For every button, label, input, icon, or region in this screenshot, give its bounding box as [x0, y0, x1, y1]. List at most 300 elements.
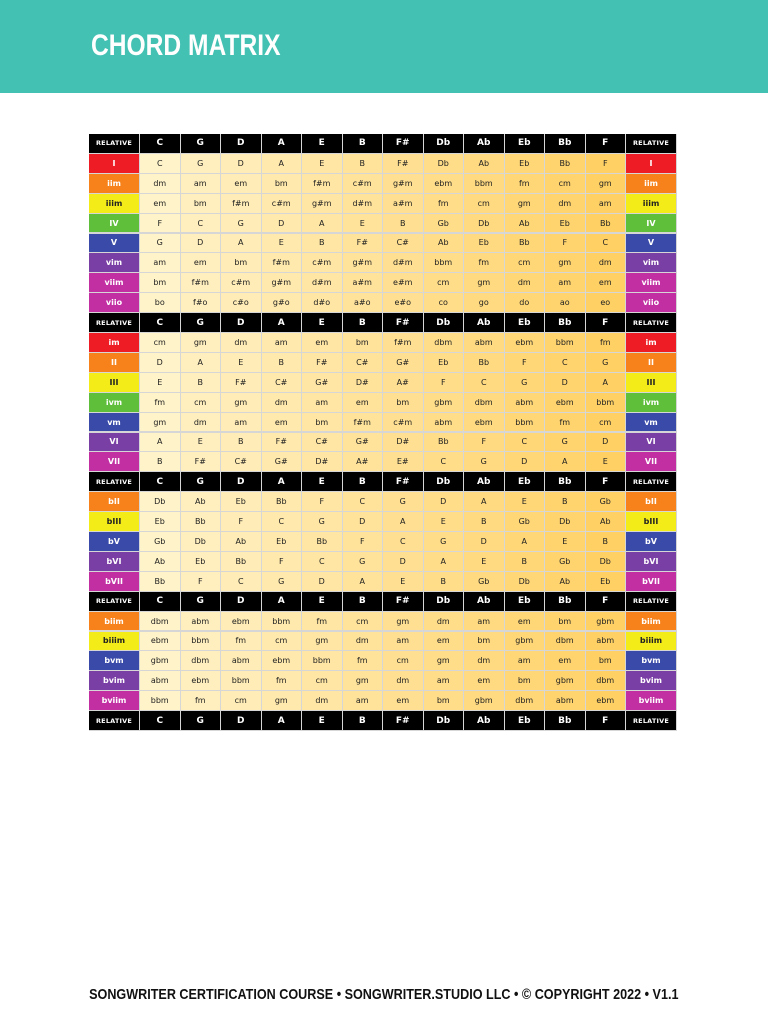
chord-cell: ebm — [545, 393, 585, 412]
chord-cell: Db — [586, 552, 626, 571]
chord-cell: dm — [383, 671, 423, 690]
chord-cell: A# — [383, 373, 423, 392]
chord-cell: am — [140, 253, 180, 272]
chord-cell: cm — [221, 691, 261, 710]
key-header-f: F — [586, 313, 626, 332]
chord-cell: C# — [383, 234, 423, 253]
chord-cell: cm — [140, 333, 180, 352]
chord-cell: C — [302, 552, 342, 571]
chord-cell: gm — [302, 632, 342, 651]
chord-cell: B — [505, 552, 545, 571]
chord-cell: g#m — [302, 194, 342, 213]
chord-cell: G — [343, 552, 383, 571]
key-header-ab: Ab — [464, 134, 504, 153]
chord-cell: am — [505, 651, 545, 670]
chord-cell: ebm — [221, 612, 261, 631]
degree-label-left: bII — [89, 492, 139, 511]
chord-cell: D — [181, 234, 221, 253]
chord-cell: F — [221, 512, 261, 531]
chord-cell: c#m — [302, 253, 342, 272]
chord-cell: bm — [221, 253, 261, 272]
chord-cell: Bb — [505, 234, 545, 253]
degree-label-right: bviim — [626, 691, 676, 710]
degree-label-left: bvim — [89, 671, 139, 690]
chord-cell: bm — [181, 194, 221, 213]
chord-cell: C# — [221, 452, 261, 471]
degree-label-left: biim — [89, 612, 139, 631]
degree-label-right: iiim — [626, 194, 676, 213]
chord-cell: abm — [221, 651, 261, 670]
chord-cell: dm — [181, 413, 221, 432]
relative-label-right: RELATIVE — [626, 313, 676, 332]
key-header-bb: Bb — [545, 313, 585, 332]
chord-cell: F — [181, 572, 221, 591]
chord-cell: am — [262, 333, 302, 352]
chord-cell: g#m — [343, 253, 383, 272]
chord-cell: Eb — [586, 572, 626, 591]
key-header-b: B — [343, 711, 383, 730]
key-header-d: D — [221, 134, 261, 153]
chord-cell: f#m — [383, 333, 423, 352]
key-header-bb: Bb — [545, 711, 585, 730]
key-header-ab: Ab — [464, 472, 504, 491]
key-header-a: A — [262, 472, 302, 491]
chord-cell: fm — [181, 691, 221, 710]
chord-cell: dm — [545, 194, 585, 213]
chord-cell: gbm — [545, 671, 585, 690]
key-header-bb: Bb — [545, 472, 585, 491]
degree-label-right: bIII — [626, 512, 676, 531]
chord-cell: eo — [586, 293, 626, 312]
key-header-db: Db — [424, 592, 464, 611]
chord-cell: C — [586, 234, 626, 253]
chord-cell: Eb — [545, 214, 585, 233]
degree-label-left: bV — [89, 532, 139, 551]
key-header-ab: Ab — [464, 711, 504, 730]
key-header-d: D — [221, 472, 261, 491]
chord-cell: dbm — [140, 612, 180, 631]
degree-label-right: bV — [626, 532, 676, 551]
chord-cell: gm — [545, 253, 585, 272]
chord-cell: bm — [383, 393, 423, 412]
chord-cell: F — [302, 492, 342, 511]
degree-label-right: biiim — [626, 632, 676, 651]
chord-cell: C — [343, 492, 383, 511]
relative-label-right: RELATIVE — [626, 134, 676, 153]
chord-cell: F — [464, 433, 504, 452]
chord-cell: em — [505, 612, 545, 631]
chord-cell: F — [545, 234, 585, 253]
degree-label-right: vim — [626, 253, 676, 272]
chord-cell: Ab — [505, 214, 545, 233]
chord-cell: F — [140, 214, 180, 233]
chord-cell: Eb — [140, 512, 180, 531]
chord-cell: E — [302, 154, 342, 173]
chord-cell: gbm — [424, 393, 464, 412]
chord-cell: A# — [343, 452, 383, 471]
chord-cell: G — [464, 452, 504, 471]
key-header-fsharp: F# — [383, 592, 423, 611]
chord-cell: a#m — [383, 194, 423, 213]
chord-cell: am — [424, 671, 464, 690]
chord-cell: F# — [221, 373, 261, 392]
chord-cell: Eb — [262, 532, 302, 551]
key-header-e: E — [302, 472, 342, 491]
chord-cell: g#m — [262, 273, 302, 292]
chord-cell: E — [221, 353, 261, 372]
chord-cell: E — [464, 552, 504, 571]
degree-label-right: V — [626, 234, 676, 253]
chord-cell: gbm — [505, 632, 545, 651]
chord-cell: em — [302, 333, 342, 352]
title-banner — [0, 0, 768, 93]
key-header-ab: Ab — [464, 313, 504, 332]
chord-cell: F — [262, 552, 302, 571]
chord-cell: bo — [140, 293, 180, 312]
chord-cell: cm — [302, 671, 342, 690]
chord-cell: cm — [383, 651, 423, 670]
chord-cell: G# — [343, 433, 383, 452]
chord-cell: bbm — [181, 632, 221, 651]
chord-cell: D — [343, 512, 383, 531]
chord-cell: cm — [424, 273, 464, 292]
chord-cell: B — [181, 373, 221, 392]
degree-label-left: IV — [89, 214, 139, 233]
key-header-f: F — [586, 134, 626, 153]
relative-label-right: RELATIVE — [626, 472, 676, 491]
chord-cell: F# — [302, 353, 342, 372]
relative-label-left: RELATIVE — [89, 134, 139, 153]
chord-cell: d#m — [343, 194, 383, 213]
chord-cell: A — [545, 452, 585, 471]
degree-label-left: bVI — [89, 552, 139, 571]
chord-cell: F# — [181, 452, 221, 471]
key-header-f: F — [586, 472, 626, 491]
degree-label-right: bVII — [626, 572, 676, 591]
chord-cell: gbm — [140, 651, 180, 670]
chord-cell: G — [505, 373, 545, 392]
chord-cell: fm — [221, 632, 261, 651]
chord-cell: em — [383, 691, 423, 710]
key-header-c: C — [140, 313, 180, 332]
chord-cell: G — [262, 572, 302, 591]
chord-cell: Ab — [424, 234, 464, 253]
chord-cell: fm — [140, 393, 180, 412]
degree-label-right: vm — [626, 413, 676, 432]
chord-cell: em — [545, 651, 585, 670]
chord-cell: cm — [262, 632, 302, 651]
chord-cell: E — [383, 572, 423, 591]
key-header-b: B — [343, 313, 383, 332]
chord-cell: f#m — [343, 413, 383, 432]
chord-cell: cm — [181, 393, 221, 412]
chord-cell: dm — [464, 651, 504, 670]
chord-cell: A — [140, 433, 180, 452]
chord-cell: Db — [140, 492, 180, 511]
chord-cell: dbm — [464, 393, 504, 412]
chord-cell: G — [221, 214, 261, 233]
chord-cell: F# — [343, 234, 383, 253]
chord-cell: dbm — [586, 671, 626, 690]
chord-cell: Db — [545, 512, 585, 531]
chord-cell: B — [383, 214, 423, 233]
chord-cell: f#m — [181, 273, 221, 292]
degree-label-right: I — [626, 154, 676, 173]
key-header-f: F — [586, 592, 626, 611]
chord-cell: C — [140, 154, 180, 173]
chord-cell: dm — [302, 691, 342, 710]
chord-cell: bm — [586, 651, 626, 670]
chord-cell: em — [221, 174, 261, 193]
chord-cell: G — [586, 353, 626, 372]
degree-label-right: biim — [626, 612, 676, 631]
chord-cell: C# — [262, 373, 302, 392]
chord-cell: fm — [424, 194, 464, 213]
chord-cell: A — [221, 234, 261, 253]
key-header-g: G — [181, 472, 221, 491]
degree-label-right: viio — [626, 293, 676, 312]
key-header-fsharp: F# — [383, 472, 423, 491]
degree-label-right: ivm — [626, 393, 676, 412]
chord-cell: E — [140, 373, 180, 392]
chord-cell: D — [302, 572, 342, 591]
chord-cell: d#m — [383, 253, 423, 272]
degree-label-right: VI — [626, 433, 676, 452]
chord-cell: gm — [424, 651, 464, 670]
chord-cell: E — [343, 214, 383, 233]
key-header-e: E — [302, 711, 342, 730]
key-header-g: G — [181, 592, 221, 611]
chord-cell: A — [302, 214, 342, 233]
degree-label-left: biiim — [89, 632, 139, 651]
key-header-e: E — [302, 313, 342, 332]
chord-cell: C — [383, 532, 423, 551]
chord-cell: A — [586, 373, 626, 392]
chord-cell: B — [140, 452, 180, 471]
chord-cell: dm — [505, 273, 545, 292]
chord-cell: Bb — [545, 154, 585, 173]
chord-cell: B — [586, 532, 626, 551]
chord-cell: bbm — [545, 333, 585, 352]
chord-cell: em — [343, 393, 383, 412]
chord-cell: E — [424, 512, 464, 531]
chord-cell: abm — [464, 333, 504, 352]
chord-cell: D# — [383, 433, 423, 452]
degree-label-left: iiim — [89, 194, 139, 213]
chord-cell: g#o — [262, 293, 302, 312]
degree-label-left: II — [89, 353, 139, 372]
chord-cell: F# — [262, 433, 302, 452]
chord-cell: bbm — [140, 691, 180, 710]
chord-cell: a#o — [343, 293, 383, 312]
key-header-eb: Eb — [505, 592, 545, 611]
chord-cell: fm — [343, 651, 383, 670]
chord-cell: am — [464, 612, 504, 631]
chord-cell: Eb — [181, 552, 221, 571]
key-header-fsharp: F# — [383, 711, 423, 730]
key-header-d: D — [221, 592, 261, 611]
key-header-g: G — [181, 711, 221, 730]
chord-cell: bm — [545, 612, 585, 631]
chord-cell: ebm — [140, 632, 180, 651]
chord-cell: Bb — [262, 492, 302, 511]
chord-cell: dm — [586, 253, 626, 272]
chord-cell: abm — [505, 393, 545, 412]
key-header-c: C — [140, 134, 180, 153]
degree-label-right: II — [626, 353, 676, 372]
chord-cell: abm — [545, 691, 585, 710]
chord-cell: em — [464, 671, 504, 690]
chord-cell: am — [302, 393, 342, 412]
degree-label-left: I — [89, 154, 139, 173]
chord-cell: fm — [505, 174, 545, 193]
key-header-b: B — [343, 592, 383, 611]
degree-label-left: bvm — [89, 651, 139, 670]
key-header-eb: Eb — [505, 472, 545, 491]
degree-label-right: bVI — [626, 552, 676, 571]
degree-label-right: IV — [626, 214, 676, 233]
chord-cell: G — [302, 512, 342, 531]
chord-cell: dbm — [505, 691, 545, 710]
chord-cell: bm — [343, 333, 383, 352]
key-header-fsharp: F# — [383, 134, 423, 153]
chord-cell: ao — [545, 293, 585, 312]
chord-cell: c#m — [343, 174, 383, 193]
degree-label-left: VII — [89, 452, 139, 471]
chord-cell: C — [262, 512, 302, 531]
chord-cell: am — [343, 691, 383, 710]
key-header-c: C — [140, 592, 180, 611]
chord-cell: D — [505, 452, 545, 471]
relative-label-right: RELATIVE — [626, 711, 676, 730]
chord-cell: A — [505, 532, 545, 551]
key-header-b: B — [343, 472, 383, 491]
degree-label-right: iim — [626, 174, 676, 193]
chord-matrix-table — [89, 134, 677, 731]
degree-label-left: im — [89, 333, 139, 352]
degree-label-right: III — [626, 373, 676, 392]
key-header-ab: Ab — [464, 592, 504, 611]
chord-cell: bm — [140, 273, 180, 292]
chord-cell: C — [221, 572, 261, 591]
chord-cell: gm — [262, 691, 302, 710]
chord-cell: C — [545, 353, 585, 372]
chord-cell: Bb — [221, 552, 261, 571]
chord-cell: cm — [464, 194, 504, 213]
chord-cell: B — [424, 572, 464, 591]
chord-cell: em — [424, 632, 464, 651]
chord-cell: Bb — [302, 532, 342, 551]
chord-cell: A — [383, 512, 423, 531]
relative-label-left: RELATIVE — [89, 472, 139, 491]
chord-cell: F# — [383, 154, 423, 173]
chord-cell: G — [545, 433, 585, 452]
footer-text: SONGWRITER CERTIFICATION COURSE • SONGWRITER.STUDIO LLC • © COPYRIGHT 2022 • V1.1 — [89, 986, 679, 1003]
chord-cell: d#m — [302, 273, 342, 292]
chord-cell: F — [343, 532, 383, 551]
chord-cell: A — [464, 492, 504, 511]
chord-cell: em — [586, 273, 626, 292]
page-title: CHORD MATRIX — [91, 29, 281, 62]
chord-cell: am — [545, 273, 585, 292]
chord-cell: C — [181, 214, 221, 233]
chord-cell: bbm — [262, 612, 302, 631]
chord-cell: bbm — [586, 393, 626, 412]
chord-cell: C — [505, 433, 545, 452]
chord-cell: bbm — [424, 253, 464, 272]
degree-label-left: III — [89, 373, 139, 392]
chord-cell: A — [262, 154, 302, 173]
chord-cell: A — [343, 572, 383, 591]
degree-label-left: viim — [89, 273, 139, 292]
chord-cell: bm — [302, 413, 342, 432]
chord-cell: dbm — [424, 333, 464, 352]
chord-cell: abm — [140, 671, 180, 690]
chord-cell: D — [262, 214, 302, 233]
chord-cell: gm — [343, 671, 383, 690]
key-header-fsharp: F# — [383, 313, 423, 332]
chord-cell: ebm — [181, 671, 221, 690]
chord-cell: do — [505, 293, 545, 312]
chord-cell: am — [586, 194, 626, 213]
chord-cell: Bb — [181, 512, 221, 531]
key-header-e: E — [302, 134, 342, 153]
chord-cell: Db — [181, 532, 221, 551]
chord-cell: Bb — [464, 353, 504, 372]
chord-cell: ebm — [586, 691, 626, 710]
chord-cell: dbm — [181, 651, 221, 670]
chord-cell: Gb — [586, 492, 626, 511]
key-header-bb: Bb — [545, 592, 585, 611]
chord-cell: Gb — [424, 214, 464, 233]
chord-cell: Gb — [505, 512, 545, 531]
footer-credits — [0, 986, 768, 1003]
chord-cell: ebm — [424, 174, 464, 193]
chord-cell: f#m — [302, 174, 342, 193]
chord-cell: D — [545, 373, 585, 392]
degree-label-right: im — [626, 333, 676, 352]
chord-cell: cm — [586, 413, 626, 432]
key-header-a: A — [262, 711, 302, 730]
chord-cell: D — [221, 154, 261, 173]
chord-cell: abm — [181, 612, 221, 631]
chord-cell: D# — [302, 452, 342, 471]
chord-cell: f#o — [181, 293, 221, 312]
chord-cell: dm — [221, 333, 261, 352]
chord-cell: fm — [545, 413, 585, 432]
chord-cell: am — [221, 413, 261, 432]
chord-cell: bbm — [464, 174, 504, 193]
degree-label-left: VI — [89, 433, 139, 452]
chord-cell: D# — [343, 373, 383, 392]
key-header-c: C — [140, 472, 180, 491]
chord-cell: D — [140, 353, 180, 372]
chord-cell: A — [181, 353, 221, 372]
chord-cell: C# — [302, 433, 342, 452]
chord-cell: ebm — [505, 333, 545, 352]
key-header-bb: Bb — [545, 134, 585, 153]
chord-cell: gm — [181, 333, 221, 352]
chord-cell: A — [424, 552, 464, 571]
chord-cell: am — [383, 632, 423, 651]
chord-cell: B — [262, 353, 302, 372]
key-header-d: D — [221, 711, 261, 730]
chord-cell: Ab — [545, 572, 585, 591]
chord-cell: Db — [464, 214, 504, 233]
key-header-db: Db — [424, 134, 464, 153]
chord-cell: am — [181, 174, 221, 193]
chord-cell: f#m — [221, 194, 261, 213]
